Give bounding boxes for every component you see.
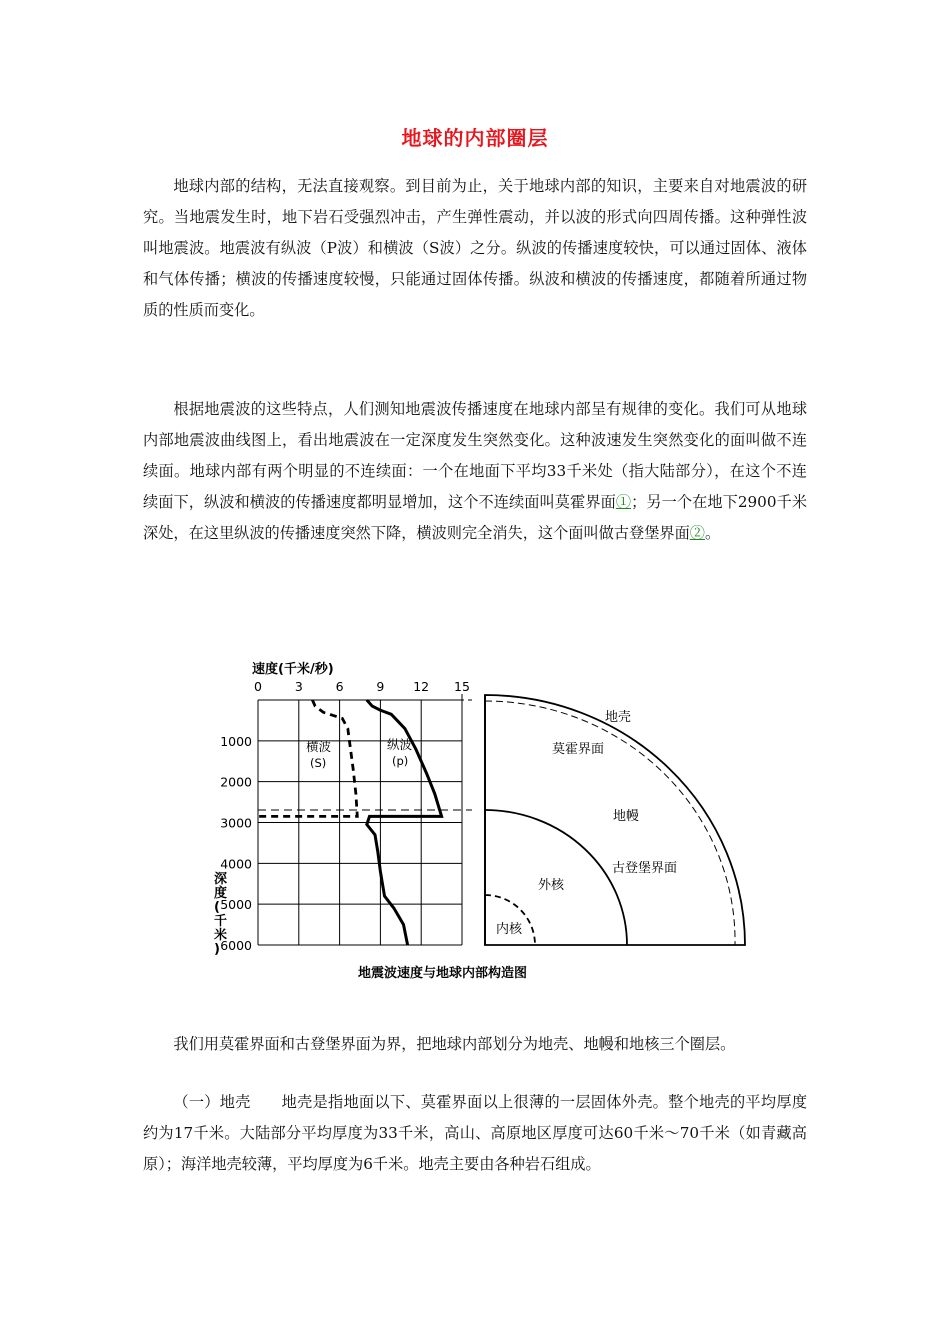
- depth-tick-label: 4000: [220, 856, 252, 872]
- speed-tick-label: 3: [294, 679, 303, 694]
- document-title: 地球的内部圈层: [401, 126, 549, 150]
- speed-tick-label: 6: [335, 679, 344, 694]
- p-wave-sub-label: (p): [392, 754, 409, 768]
- seismic-figure: [200, 655, 760, 985]
- paragraph-crust: （一）地壳 地壳是指地面以下、莫霍界面以上很薄的一层固体外壳。整个地壳的平均厚度约为17千米。大陆部分平均厚度为33千米，高山、高原地区厚度可达60千米～70千米（如青藏高原）；海洋地壳较薄，平均厚度为6千米。地壳主要由各种岩石组成。: [143, 1093, 807, 1173]
- speed-tick-label: 0: [254, 679, 262, 694]
- speed-ticks: [254, 679, 470, 694]
- paragraph-discontinuities-text-c: 。: [704, 524, 721, 542]
- chart-grid: [258, 694, 462, 945]
- paragraph-discontinuities-text-a: 根据地震波的这些特点，人们测知地震波传播速度在地球内部呈有规律的变化。我们可从地球内部地震波曲线图上，看出地震波在一定深度发生突然变化。这种波速发生突然变化的面叫做不连续面。地球内部有两个明显的不连续面：一个在地面下平均33千米处（指大陆部分），在这个不连续面下，纵波和横波的传播速度都明显增加，这个不连续面叫莫霍界面: [143, 400, 807, 511]
- inner-core-arc: [485, 895, 535, 945]
- moho-label: 莫霍界面: [552, 742, 605, 757]
- depth-label-char: 千: [214, 914, 228, 929]
- gutenberg-label: 古登堡界面: [612, 861, 678, 876]
- paragraph-layers-intro: 我们用莫霍界面和古登堡界面为界，把地球内部划分为地壳、地幔和地核三个圈层。: [173, 1035, 736, 1053]
- speed-tick-label: 9: [376, 679, 385, 694]
- outer-core-label: 外核: [538, 878, 565, 893]
- depth-tick-label: 5000: [220, 897, 252, 913]
- depth-label-char: (: [214, 900, 220, 915]
- depth-tick-label: 3000: [220, 815, 252, 831]
- figure-caption: 地震波速度与地球内部构造图: [358, 966, 528, 981]
- footnote-ref-2[interactable]: ②: [689, 524, 705, 542]
- speed-axis-label: 速度(千米/秒): [252, 662, 334, 677]
- depth-label-char: 米: [214, 928, 228, 943]
- footnote-ref-1[interactable]: ①: [615, 493, 632, 511]
- depth-label-char: 深: [214, 872, 228, 887]
- depth-tick-label: 1000: [220, 733, 252, 749]
- depth-tick-label: 6000: [220, 938, 252, 953]
- mantle-label: 地幔: [613, 809, 640, 824]
- s-wave-sub-label: (S): [310, 756, 327, 770]
- crust-label: 地壳: [605, 710, 632, 725]
- paragraph-discontinuities: [143, 394, 807, 549]
- depth-label-char: 度: [214, 886, 228, 901]
- depth-tick-label: 2000: [220, 774, 252, 790]
- s-wave-label: 横波: [306, 739, 332, 754]
- paragraph-seismic-waves: 地球内部的结构，无法直接观察。到目前为止，关于地球内部的知识，主要来自对地震波的研究。当地震发生时，地下岩石受强烈冲击，产生弹性震动，并以波的形式向四周传播。这种弹性波叫地震波。地震波有纵波（P波）和横波（S波）之分。纵波的传播速度较快，可以通过固体、液体和气体传播；横波的传播速度较慢，只能通过固体传播。纵波和横波的传播速度，都随着所通过物质的性质而变化。: [143, 177, 807, 319]
- p-wave-label: 纵波: [387, 737, 413, 752]
- depth-label-char: ): [214, 942, 220, 957]
- speed-tick-label: 12: [413, 679, 430, 694]
- inner-core-label: 内核: [496, 922, 523, 937]
- s-wave-curve: [258, 700, 357, 816]
- moho-dashed-arc: [485, 701, 735, 945]
- speed-tick-label: 15: [454, 679, 470, 694]
- paragraph-discontinuities-text-b: ；另一个在地下2900千米深处，在这里纵波的传播速度突然下降，横波则完全消失，这个面叫做古登堡界面: [143, 493, 808, 542]
